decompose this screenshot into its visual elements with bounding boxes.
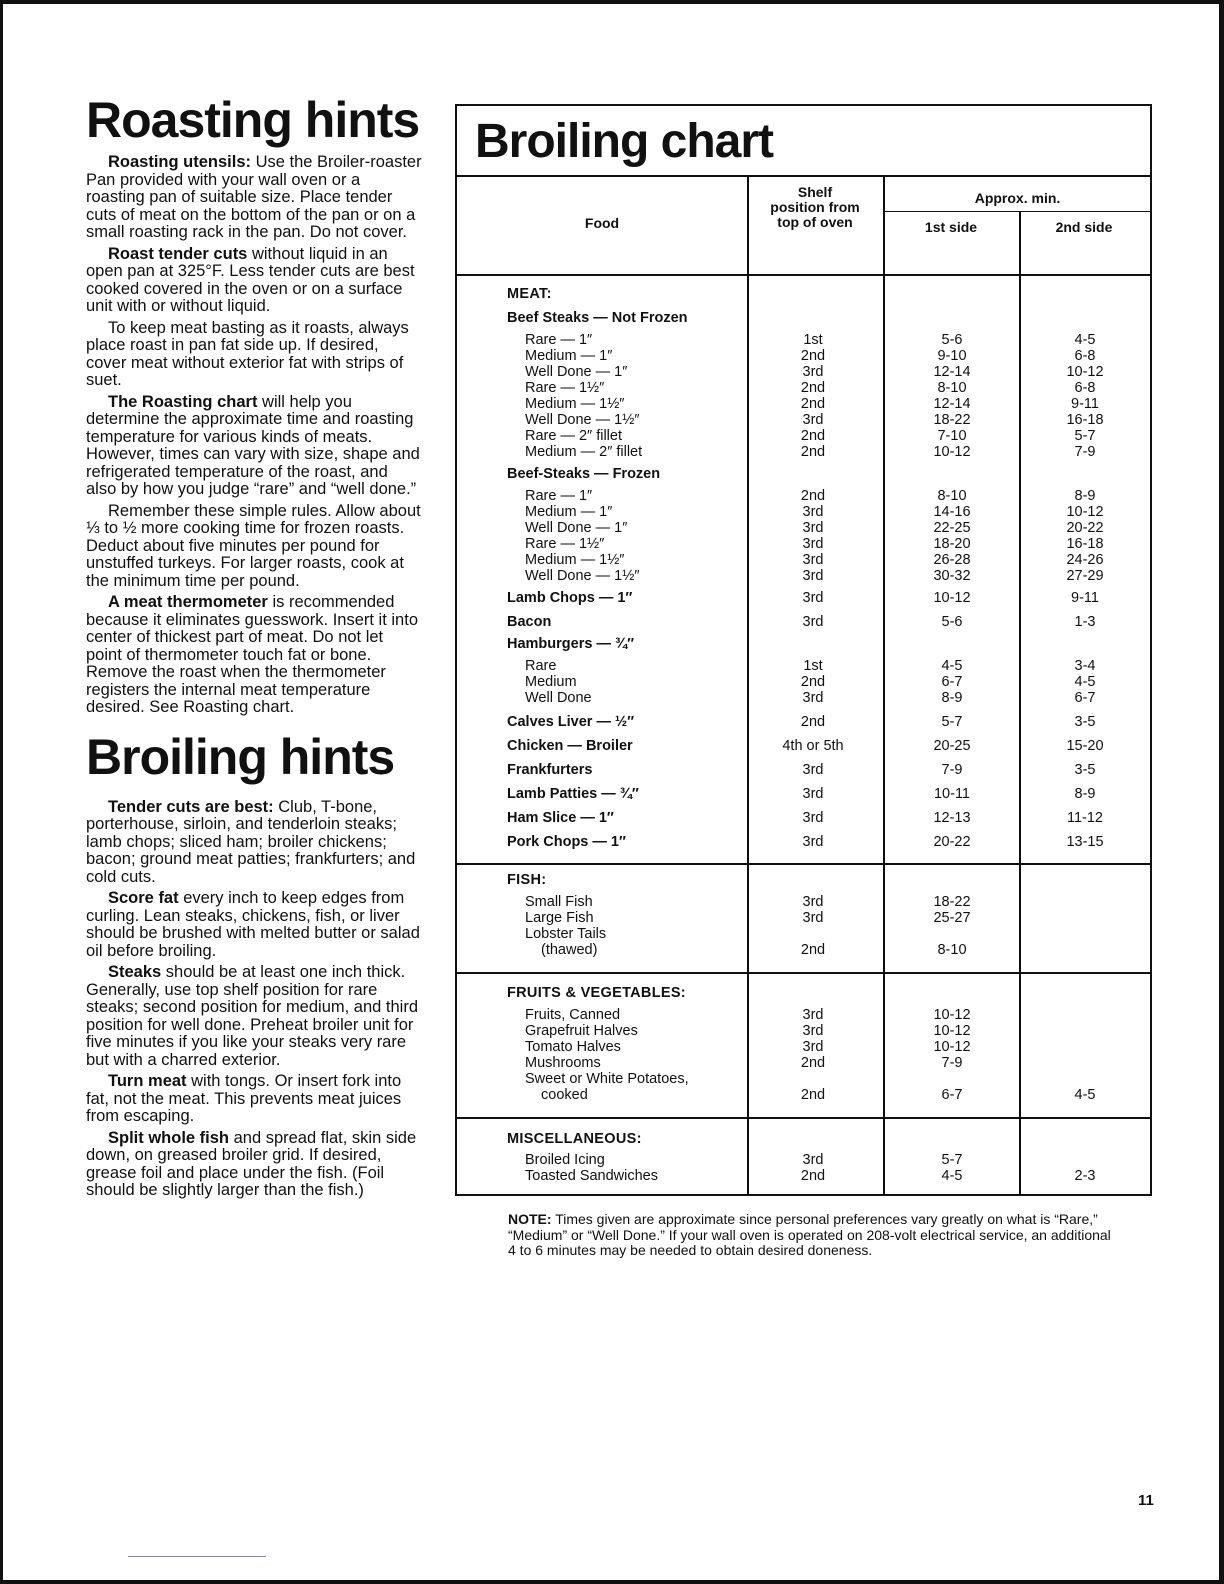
food-name: Hamburgers — ¾″ bbox=[507, 636, 635, 652]
table-row bbox=[457, 658, 1150, 674]
table-row bbox=[457, 1055, 1150, 1071]
shelf-position: 2nd bbox=[800, 348, 826, 364]
table-row bbox=[457, 738, 1150, 754]
roasting-hints-title: Roasting hints bbox=[86, 92, 420, 148]
table-row bbox=[457, 636, 1150, 652]
table-row bbox=[457, 910, 1150, 926]
second-side-minutes: 6-7 bbox=[1074, 690, 1096, 706]
second-side-minutes: 11-12 bbox=[1066, 810, 1103, 826]
paragraph-text: should be at least one inch thick. Generally, use top shelf position for rare steaks; second position for medium, and third position for well done. Preheat broiler unit for five minutes if you like your steaks very rare but with a charred exterior. bbox=[86, 963, 419, 1069]
table-row bbox=[457, 1039, 1150, 1055]
table-row bbox=[457, 926, 1150, 942]
second-side-minutes: 13-15 bbox=[1066, 834, 1104, 850]
first-side-minutes: 8-9 bbox=[941, 690, 963, 706]
roasting-hints-paragraph bbox=[86, 394, 422, 499]
second-side-minutes: 3-5 bbox=[1074, 762, 1096, 778]
paragraph-text: is recommended because it eliminates guesswork. Insert it into center of thickest part of meat. Do not let point of thermometer touch fat or bone. Remove the roast when the thermometer registers the internal meat temperature desired. See Roasting chart. bbox=[86, 593, 418, 716]
table-row bbox=[457, 444, 1150, 460]
first-side-minutes: 10-12 bbox=[933, 1023, 971, 1039]
broiling-hints-paragraph bbox=[86, 1130, 422, 1200]
table-row bbox=[457, 1087, 1150, 1103]
first-side-minutes: 9-10 bbox=[937, 348, 967, 364]
shelf-position: 3rd bbox=[802, 614, 824, 630]
header-shelf-position: Shelf position from top of oven bbox=[770, 184, 860, 230]
roasting-hints-paragraph bbox=[86, 503, 422, 591]
note-lead: NOTE: bbox=[508, 1211, 552, 1227]
first-side-minutes: 25-27 bbox=[933, 910, 971, 926]
second-side-minutes: 4-5 bbox=[1074, 674, 1096, 690]
first-side-minutes: 4-5 bbox=[941, 658, 963, 674]
first-side-minutes: 5-7 bbox=[941, 714, 963, 730]
second-side-minutes: 10-12 bbox=[1066, 504, 1104, 520]
table-row bbox=[457, 690, 1150, 706]
paragraph-text: and spread flat, skin side down, on greased broiler grid. If desired, grease foil and place under the fish. (Foil should be slightly larger than the fish.) bbox=[86, 1128, 417, 1199]
shelf-position: 1st bbox=[803, 332, 823, 348]
second-side-minutes: 6-8 bbox=[1074, 380, 1096, 396]
first-side-minutes: 22-25 bbox=[933, 520, 971, 536]
second-side-minutes: 3-5 bbox=[1074, 714, 1096, 730]
food-name: Well Done — 1½″ bbox=[525, 568, 640, 584]
table-rule-title bbox=[457, 175, 1150, 177]
page-border-right bbox=[1219, 0, 1224, 1584]
food-name: Pork Chops — 1″ bbox=[507, 834, 626, 850]
shelf-position: 2nd bbox=[800, 1087, 826, 1103]
food-name: (thawed) bbox=[541, 942, 598, 958]
second-side-minutes: 9-11 bbox=[1071, 590, 1099, 606]
first-side-minutes: 5-7 bbox=[941, 1152, 963, 1168]
shelf-position: 3rd bbox=[802, 834, 824, 850]
food-name: Rare — 1½″ bbox=[525, 536, 605, 552]
second-side-minutes: 8-9 bbox=[1074, 488, 1096, 504]
food-name: Grapefruit Halves bbox=[525, 1023, 638, 1039]
broiling-chart-title: Broiling chart bbox=[475, 115, 774, 168]
second-side-minutes: 3-4 bbox=[1074, 658, 1096, 674]
shelf-position: 3rd bbox=[802, 690, 824, 706]
table-rule-misc bbox=[457, 1117, 1150, 1119]
second-side-minutes: 9-11 bbox=[1071, 396, 1099, 412]
table-row bbox=[457, 380, 1150, 396]
table-row bbox=[457, 466, 1150, 482]
shelf-position: 2nd bbox=[800, 488, 826, 504]
table-rule-fish bbox=[457, 863, 1150, 865]
header-food: Food bbox=[584, 215, 620, 231]
paragraph-text: will help you determine the approximate time and roasting temperature for various kinds of meats. However, times can vary with size, shape and refrigerated temperature of the roast, and also by how you judge “rare” and “well done.” bbox=[86, 392, 420, 498]
food-name: Chicken — Broiler bbox=[507, 738, 633, 754]
section-fruits-vegetables: FRUITS & VEGETABLES: bbox=[507, 985, 686, 1001]
first-side-minutes: 12-13 bbox=[933, 810, 971, 826]
second-side-minutes: 7-9 bbox=[1074, 444, 1096, 460]
food-name: Lamb Chops — 1″ bbox=[507, 590, 633, 606]
table-row bbox=[457, 520, 1150, 536]
paragraph-lead: Roasting utensils: bbox=[108, 153, 252, 171]
food-name: Rare — 2″ fillet bbox=[525, 428, 622, 444]
section-meat: MEAT: bbox=[507, 286, 552, 302]
table-row bbox=[457, 1071, 1150, 1087]
food-name: Toasted Sandwiches bbox=[525, 1168, 658, 1184]
paragraph-text: without liquid in an open pan at 325°F. Less tender cuts are best cooked covered in the oven or on a surface unit with or without liquid. bbox=[86, 244, 415, 315]
food-name: Sweet or White Potatoes, bbox=[525, 1071, 689, 1087]
shelf-position: 3rd bbox=[802, 786, 824, 802]
table-row bbox=[457, 614, 1150, 630]
table-row bbox=[457, 332, 1150, 348]
first-side-minutes: 10-12 bbox=[933, 1007, 971, 1023]
shelf-position: 3rd bbox=[802, 552, 824, 568]
page-border-top bbox=[0, 0, 1224, 4]
table-row bbox=[457, 428, 1150, 444]
shelf-position: 1st bbox=[803, 658, 823, 674]
first-side-minutes: 5-6 bbox=[941, 332, 963, 348]
table-row bbox=[457, 310, 1150, 326]
header-second-side: 2nd side bbox=[1055, 219, 1113, 235]
second-side-minutes: 16-18 bbox=[1066, 412, 1104, 428]
second-side-minutes: 24-26 bbox=[1066, 552, 1104, 568]
shelf-position: 2nd bbox=[800, 1055, 826, 1071]
shelf-position: 3rd bbox=[802, 762, 824, 778]
food-name: Well Done — 1″ bbox=[525, 364, 628, 380]
second-side-minutes: 2-3 bbox=[1074, 1168, 1096, 1184]
table-row bbox=[457, 714, 1150, 730]
second-side-minutes: 16-18 bbox=[1066, 536, 1104, 552]
paragraph-lead: Roast tender cuts bbox=[108, 244, 248, 263]
table-row bbox=[457, 834, 1150, 850]
roasting-hints-body bbox=[86, 154, 422, 717]
shelf-position: 2nd bbox=[800, 380, 826, 396]
broiling-chart-table bbox=[455, 104, 1152, 1196]
table-row bbox=[457, 942, 1150, 958]
table-row bbox=[457, 568, 1150, 584]
shelf-position: 3rd bbox=[802, 520, 824, 536]
first-side-minutes: 30-32 bbox=[933, 568, 971, 584]
table-row bbox=[457, 412, 1150, 428]
broiling-hints-title: Broiling hints bbox=[86, 728, 395, 785]
food-name: Fruits, Canned bbox=[525, 1007, 621, 1023]
shelf-position: 2nd bbox=[800, 444, 826, 460]
first-side-minutes: 12-14 bbox=[933, 364, 971, 380]
food-name: Medium bbox=[525, 674, 577, 690]
food-name: Frankfurters bbox=[507, 762, 593, 778]
food-name: Beef-Steaks — Frozen bbox=[507, 466, 661, 482]
table-rule-header bbox=[457, 274, 1150, 276]
second-side-minutes: 5-7 bbox=[1074, 428, 1096, 444]
food-name: Broiled Icing bbox=[525, 1152, 605, 1168]
table-rule-fruits bbox=[457, 972, 1150, 974]
second-side-minutes: 4-5 bbox=[1074, 1087, 1096, 1103]
table-row bbox=[457, 810, 1150, 826]
roasting-hints-paragraph bbox=[86, 246, 422, 316]
first-side-minutes: 7-10 bbox=[937, 428, 967, 444]
food-name: Medium — 1″ bbox=[525, 348, 613, 364]
header-first-side: 1st side bbox=[924, 219, 978, 235]
shelf-position: 3rd bbox=[802, 568, 824, 584]
food-name: Ham Slice — 1″ bbox=[507, 810, 614, 826]
food-name: Medium — 1½″ bbox=[525, 552, 625, 568]
food-name: Lamb Patties — ¾″ bbox=[507, 786, 639, 802]
shelf-position: 2nd bbox=[800, 396, 826, 412]
food-name: Rare bbox=[525, 658, 557, 674]
first-side-minutes: 18-20 bbox=[933, 536, 971, 552]
first-side-minutes: 6-7 bbox=[941, 674, 963, 690]
first-side-minutes: 10-12 bbox=[933, 590, 971, 606]
section-fish: FISH: bbox=[507, 872, 547, 888]
first-side-minutes: 8-10 bbox=[937, 380, 967, 396]
paragraph-text: Use the Broiler-roaster Pan provided with your wall oven or a roasting pan of suitable size. Place tender cuts of meat on the bottom of the pan or on a small roasting rack in the pan. Do not cover. bbox=[86, 153, 422, 241]
food-name: Mushrooms bbox=[525, 1055, 601, 1071]
first-side-minutes: 14-16 bbox=[933, 504, 971, 520]
first-side-minutes: 20-22 bbox=[933, 834, 971, 850]
first-side-minutes: 7-9 bbox=[941, 762, 963, 778]
shelf-position: 3rd bbox=[802, 412, 824, 428]
table-row bbox=[457, 1007, 1150, 1023]
first-side-minutes: 26-28 bbox=[933, 552, 971, 568]
food-name: Rare — 1″ bbox=[525, 488, 593, 504]
table-row bbox=[457, 488, 1150, 504]
second-side-minutes: 6-8 bbox=[1074, 348, 1096, 364]
second-side-minutes: 1-3 bbox=[1074, 614, 1096, 630]
first-side-minutes: 8-10 bbox=[937, 942, 967, 958]
broiling-hints-paragraph bbox=[86, 1073, 422, 1126]
shelf-position: 3rd bbox=[802, 590, 824, 606]
food-name: Well Done bbox=[525, 690, 592, 706]
table-row bbox=[457, 364, 1150, 380]
section-miscellaneous: MISCELLANEOUS: bbox=[507, 1131, 642, 1147]
food-name: Medium — 1″ bbox=[525, 504, 613, 520]
food-name: Medium — 2″ fillet bbox=[525, 444, 643, 460]
food-name: Well Done — 1″ bbox=[525, 520, 628, 536]
table-row bbox=[457, 1152, 1150, 1168]
food-name: Calves Liver — ½″ bbox=[507, 714, 635, 730]
paragraph-text: Remember these simple rules. Allow about ⅓ to ½ more cooking time for frozen roasts. Deduct about five minutes per pound for unstuffed turkeys. For larger roasts, cook at the minimum time per pound. bbox=[86, 501, 421, 590]
table-row bbox=[457, 894, 1150, 910]
broiling-hints-paragraph bbox=[86, 799, 422, 887]
food-name: Well Done — 1½″ bbox=[525, 412, 640, 428]
table-row bbox=[457, 674, 1150, 690]
shelf-position: 3rd bbox=[802, 364, 824, 380]
paragraph-text: with tongs. Or insert fork into fat, not the meat. This prevents meat juices from escaping. bbox=[86, 1072, 402, 1125]
table-row bbox=[457, 762, 1150, 778]
bottom-rule bbox=[128, 1556, 266, 1557]
roasting-hints-paragraph bbox=[86, 320, 422, 390]
food-name: Tomato Halves bbox=[525, 1039, 621, 1055]
second-side-minutes: 15-20 bbox=[1066, 738, 1104, 754]
shelf-position: 3rd bbox=[802, 536, 824, 552]
left-column bbox=[86, 92, 422, 1204]
paragraph-lead: Split whole fish bbox=[108, 1128, 230, 1147]
paragraph-text: To keep meat basting as it roasts, always place roast in pan fat side up. If desired, cover meat without exterior fat with strips of suet. bbox=[86, 318, 409, 389]
shelf-position: 2nd bbox=[800, 674, 826, 690]
first-side-minutes: 10-12 bbox=[933, 1039, 971, 1055]
food-name: Medium — 1½″ bbox=[525, 396, 625, 412]
food-name: Small Fish bbox=[525, 894, 593, 910]
paragraph-lead: Turn meat bbox=[108, 1072, 187, 1090]
paragraph-lead: Score fat bbox=[108, 889, 179, 907]
food-name: Large Fish bbox=[525, 910, 594, 926]
table-row bbox=[457, 396, 1150, 412]
table-row bbox=[457, 1168, 1150, 1184]
roasting-hints-paragraph bbox=[86, 154, 422, 242]
shelf-position: 3rd bbox=[802, 910, 824, 926]
shelf-position: 2nd bbox=[800, 942, 826, 958]
shelf-position: 3rd bbox=[802, 504, 824, 520]
first-side-minutes: 10-12 bbox=[933, 444, 971, 460]
paragraph-text: every inch to keep edges from curling. Lean steaks, chickens, fish, or liver should be brushed with melted butter or salad oil before broiling. bbox=[86, 889, 420, 960]
table-row bbox=[457, 536, 1150, 552]
shelf-position: 3rd bbox=[802, 1007, 824, 1023]
paragraph-lead: Steaks bbox=[108, 963, 162, 981]
paragraph-text: Club, T-bone, porterhouse, sirloin, and tenderloin steaks; lamb chops; sliced ham; broiler chickens; bacon; ground meat patties; frankfurters; and cold cuts. bbox=[86, 797, 416, 886]
shelf-position: 3rd bbox=[802, 894, 824, 910]
paragraph-lead: The Roasting chart bbox=[108, 392, 258, 411]
first-side-minutes: 4-5 bbox=[941, 1168, 963, 1184]
food-name: Beef Steaks — Not Frozen bbox=[507, 310, 688, 326]
shelf-position: 3rd bbox=[802, 1023, 824, 1039]
paragraph-lead: A meat thermometer bbox=[108, 593, 268, 611]
note-text: Times given are approximate since personal preferences vary greatly on what is “Rare,” “Medium” or “Well Done.” If your wall oven is operated on 208-volt electrical service, an additional 4 to 6 minutes may be needed to obtain desired doneness. bbox=[508, 1211, 1111, 1258]
table-row bbox=[457, 348, 1150, 364]
first-side-minutes: 6-7 bbox=[941, 1087, 963, 1103]
shelf-position: 3rd bbox=[802, 1039, 824, 1055]
page-border-bottom bbox=[0, 1580, 1224, 1584]
second-side-minutes: 27-29 bbox=[1066, 568, 1104, 584]
table-row bbox=[457, 552, 1150, 568]
shelf-position: 2nd bbox=[800, 714, 826, 730]
broiling-hints-body bbox=[86, 799, 422, 1200]
paragraph-lead: Tender cuts are best: bbox=[108, 797, 274, 816]
table-row bbox=[457, 1023, 1150, 1039]
first-side-minutes: 20-25 bbox=[933, 738, 971, 754]
table-rule-approx bbox=[883, 211, 1150, 212]
second-side-minutes: 20-22 bbox=[1066, 520, 1104, 536]
first-side-minutes: 10-11 bbox=[933, 786, 970, 802]
table-row bbox=[457, 590, 1150, 606]
shelf-position: 2nd bbox=[800, 428, 826, 444]
page-number: 11 bbox=[1138, 1492, 1154, 1509]
shelf-position: 4th or 5th bbox=[782, 738, 844, 754]
page-border-left bbox=[0, 0, 3, 1584]
shelf-position: 3rd bbox=[802, 1152, 824, 1168]
chart-note bbox=[508, 1212, 1118, 1259]
food-name: Bacon bbox=[507, 614, 552, 630]
food-name: cooked bbox=[541, 1087, 588, 1103]
food-name: Rare — 1″ bbox=[525, 332, 593, 348]
first-side-minutes: 18-22 bbox=[933, 894, 971, 910]
table-row bbox=[457, 504, 1150, 520]
food-name: Rare — 1½″ bbox=[525, 380, 605, 396]
table-row bbox=[457, 786, 1150, 802]
second-side-minutes: 8-9 bbox=[1074, 786, 1096, 802]
broiling-hints-paragraph bbox=[86, 890, 422, 960]
second-side-minutes: 10-12 bbox=[1066, 364, 1104, 380]
shelf-position: 2nd bbox=[800, 1168, 826, 1184]
first-side-minutes: 5-6 bbox=[941, 614, 963, 630]
first-side-minutes: 7-9 bbox=[941, 1055, 963, 1071]
header-approx-min: Approx. min. bbox=[974, 190, 1061, 206]
second-side-minutes: 4-5 bbox=[1074, 332, 1096, 348]
first-side-minutes: 18-22 bbox=[933, 412, 971, 428]
broiling-hints-paragraph bbox=[86, 964, 422, 1069]
roasting-hints-paragraph bbox=[86, 594, 422, 717]
shelf-position: 3rd bbox=[802, 810, 824, 826]
first-side-minutes: 12-14 bbox=[933, 396, 971, 412]
food-name: Lobster Tails bbox=[525, 926, 607, 942]
first-side-minutes: 8-10 bbox=[937, 488, 967, 504]
